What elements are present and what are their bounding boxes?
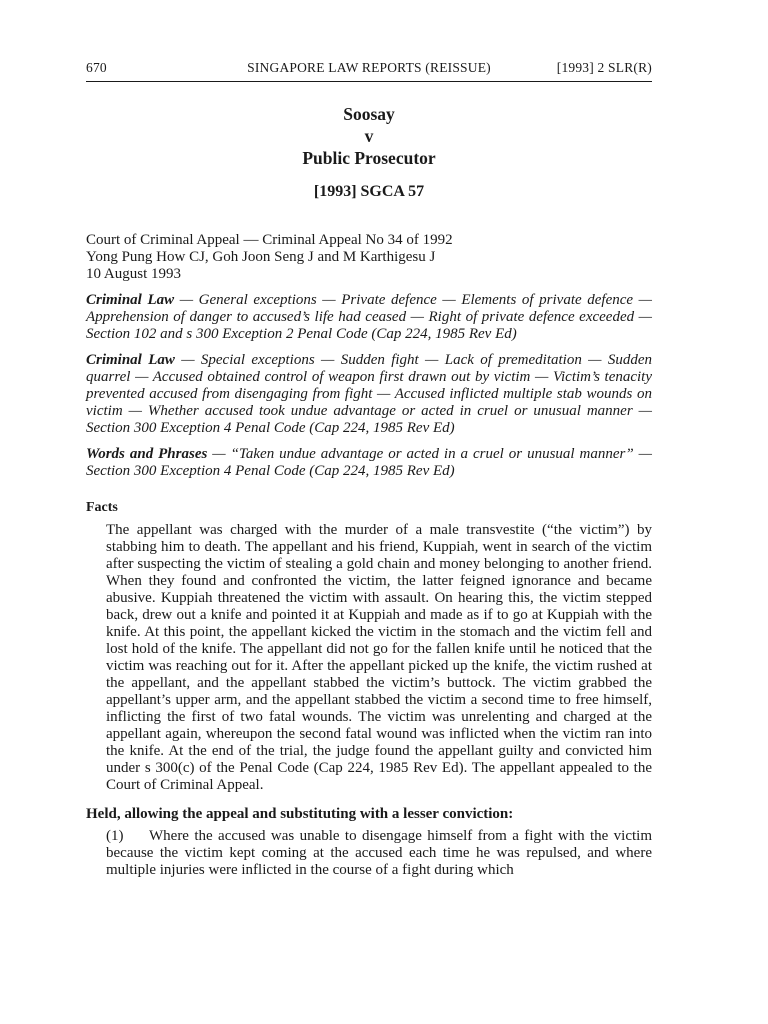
- catchword-text: — General exceptions — Private defence — Elements of private defence — Apprehension of danger to accused’s life had ceased — Right of private defence exceeded — Section 102 and s 300 Exception 2 Penal Code (Cap 224, 1985 Rev Ed): [86, 292, 652, 342]
- volume-citation: [1993] 2 SLR(R): [556, 60, 652, 75]
- judges-line: Yong Pung How CJ, Goh Joon Seng J and M Karthigesu J: [86, 249, 436, 265]
- catchword-subject: Criminal Law: [86, 352, 175, 368]
- page-number: 670: [86, 60, 107, 75]
- report-body: [86, 232, 652, 879]
- held-number: (1): [106, 828, 124, 844]
- held-paragraph-1: [106, 828, 652, 879]
- held-text: Where the accused was unable to disengage himself from a fight with the victim because the victim kept coming at the accused each time he was repulsed, and where multiple injuries were inflicted in the course of a fight during which: [106, 828, 652, 878]
- catchword-subject: Criminal Law: [86, 292, 175, 308]
- catchword-1: [86, 292, 652, 343]
- case-title: [86, 103, 652, 169]
- respondent-name: Public Prosecutor: [302, 148, 436, 168]
- catchword-subject: Words and Phrases: [86, 446, 208, 462]
- facts-paragraph: The appellant was charged with the murder of a male transvestite (“the victim”) by stabbing him to death. The appellant and his friend, Kuppiah, went in search of the victim after suspecting the victim of stealing a gold chain and money belonging to another friend. When they found and confronted the victim, the latter feigned ignorance and became abusive. Kuppiah threatened the victim with assault. On hearing this, the victim stepped back, drew out a knife and pointed it at Kuppiah and made as if to go at Kuppiah with the knife. At this point, the appellant kicked the victim in the stomach and the victim fell and lost hold of the knife. The appellant did not go for the fallen knife until he noticed that the victim was reaching out for it. After the appellant picked up the knife, the victim rushed at the appellant, and the appellant stabbed the victim’s buttock. The victim grabbed the appellant’s upper arm, and the appellant stabbed the victim a second time to free himself, inflicting the first of two fatal wounds. The victim was unrelenting and charged at the appellant again, whereupon the second fatal wound was inflicted when the victim ran into the knife. At the end of the trial, the judge found the appellant guilty and convicted him under s 300(c) of the Penal Code (Cap 224, 1985 Rev Ed). The appellant appealed to the Court of Criminal Appeal.: [106, 522, 652, 793]
- held-heading: Held, allowing the appeal and substituting with a lesser conviction:: [86, 806, 514, 822]
- catchword-3: [86, 446, 652, 480]
- court-line: Court of Criminal Appeal — Criminal Appeal No 34 of 1992: [86, 232, 453, 248]
- neutral-citation: [1993] SGCA 57: [313, 183, 425, 200]
- running-header: [86, 60, 652, 82]
- appellant-name: Soosay: [343, 104, 395, 124]
- catchword-text: — “Taken undue advantage or acted in a cruel or unusual manner” — Section 300 Exception 4 Penal Code (Cap 224, 1985 Rev Ed): [86, 446, 652, 479]
- report-series-title: SINGAPORE LAW REPORTS (REISSUE): [247, 60, 491, 75]
- catchword-text: — Special exceptions — Sudden fight — Lack of premeditation — Sudden quarrel — Accused obtained control of weapon first drawn out by victim — Victim’s tenacity prevented accused from disengaging from fight — Accused inflicted multiple stab wounds on victim — Whether accused took undue advantage or acted in cruel or unusual manner — Section 300 Exception 4 Penal Code (Cap 224, 1985 Rev Ed): [86, 352, 653, 436]
- facts-heading: Facts: [86, 500, 118, 515]
- case-metadata: [86, 232, 652, 283]
- catchword-2: [86, 352, 652, 437]
- versus: v: [364, 126, 374, 146]
- decision-date: 10 August 1993: [86, 266, 182, 282]
